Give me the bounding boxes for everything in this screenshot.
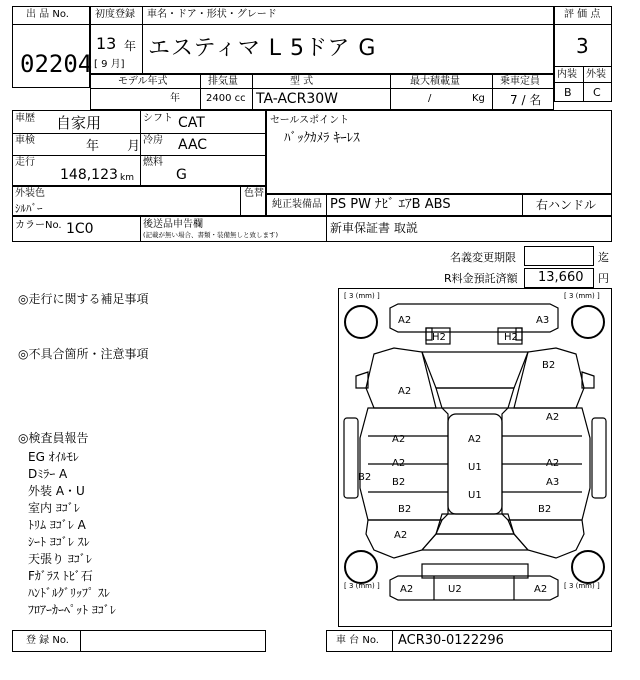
registration-month: [ 9 月]: [94, 59, 125, 70]
shift: CAT: [178, 115, 205, 131]
name-change-box: [524, 246, 594, 266]
max-load-separator: /: [428, 93, 432, 104]
exterior-color-label: 外装色: [15, 188, 45, 199]
first-registration-label: 初度登録: [95, 9, 135, 20]
inspector-item: ｼｰﾄ ﾖｺﾞﾚ ｽﾚ: [28, 535, 90, 549]
hood: [422, 352, 528, 388]
mark-rear-bumper-left: A2: [400, 584, 414, 595]
mark-fender-left: A2: [398, 386, 412, 397]
capacity-label: 乗車定員: [500, 76, 540, 87]
tire-front-left: [345, 306, 377, 338]
mileage-label: 走行: [15, 157, 35, 168]
tire-rear-right: [572, 551, 604, 583]
mark-side-left: B2: [358, 472, 372, 483]
history: 自家用: [56, 114, 102, 132]
right-fender: [514, 348, 584, 408]
model-year-label: モデル年式: [118, 76, 168, 87]
mark-door-rear-right-1: A2: [546, 458, 560, 469]
max-load-label: 最大積載量: [410, 76, 460, 87]
tire-depth-front-left: [ 3 (mm) ]: [344, 292, 380, 300]
right-rear-quarter: [508, 520, 584, 558]
inspection: 年 月: [86, 139, 141, 154]
driving-notes-title: ◎走行に関する補足事項: [18, 292, 149, 306]
mark-rear-bumper-right: A2: [534, 584, 548, 595]
tire-rear-left: [345, 551, 377, 583]
exterior-grade: C: [593, 86, 601, 99]
mark-headlight-right: H2: [504, 332, 518, 343]
exterior-grade-label: 外装: [586, 69, 606, 80]
car-name: エスティマ L 5ドア G: [148, 36, 377, 61]
capacity: 7 / 名: [510, 93, 542, 107]
chassis-no-label: 車 台 No.: [336, 635, 379, 646]
ac: AAC: [178, 137, 208, 153]
mileage-unit: km: [120, 173, 134, 183]
registration-year: 13: [96, 34, 117, 53]
mark-door-rear-left-1: A2: [392, 458, 406, 469]
steering: 右ハンドル: [536, 198, 597, 212]
interior-grade-label: 内装: [557, 69, 577, 80]
recycle-label: R料金預託済額: [444, 272, 518, 285]
inspection-label: 車検: [15, 135, 35, 146]
inspector-item: 室内 ﾖｺﾞﾚ: [28, 501, 80, 515]
interior-grade: B: [564, 86, 572, 99]
inspector-report-title: ◎検査員報告: [18, 431, 89, 445]
mark-door-front-left: A2: [392, 434, 406, 445]
score: 3: [576, 34, 589, 58]
inspector-item: ﾌﾛｱｰｶｰﾍﾟｯﾄ ﾖｺﾞﾚ: [28, 603, 116, 617]
front-bumper: [390, 304, 558, 332]
docs-note: (記載が無い場合、書類・装備無しと致します): [143, 231, 279, 239]
shift-label: シフト: [143, 113, 173, 124]
inspector-item: 天張り ﾖｺﾞﾚ: [28, 552, 92, 566]
exterior-color-box: [12, 186, 266, 216]
mark-headlight-left: H2: [432, 332, 446, 343]
inspector-report-list: [28, 448, 116, 618]
mark-rear-left-2: A2: [394, 530, 408, 541]
history-label: 車歴: [15, 113, 35, 124]
tire-depth-rear-left: [ 3 (mm) ]: [344, 582, 380, 590]
ac-label: 冷房: [143, 135, 163, 146]
mark-door-rear-left-2: B2: [392, 477, 406, 488]
vehicle-type: TA-ACR30W: [256, 91, 338, 107]
displacement-label: 排気量: [208, 76, 238, 87]
inspector-item: Fｶﾞﾗｽ ﾄﾋﾞ石: [28, 569, 93, 583]
mark-roof-u1-bottom: U1: [468, 490, 482, 501]
color-no-label: カラーNo.: [15, 220, 62, 231]
displacement: 2400 cc: [206, 93, 246, 104]
model-year-unit: 年: [170, 93, 180, 104]
exterior-color: ｼﾙﾊﾞｰ: [15, 202, 43, 215]
mark-fender-right: B2: [542, 360, 556, 371]
fuel: G: [176, 167, 187, 183]
recycle-unit: 円: [598, 272, 609, 285]
mark-hood: A2: [546, 412, 560, 423]
equipment-label: 純正装備品: [272, 199, 322, 210]
tire-front-right: [572, 306, 604, 338]
name-change-unit: 迄: [598, 251, 609, 264]
color-no: 1C0: [66, 221, 94, 237]
tailgate: [422, 534, 528, 550]
car-name-label: 車名・ドア・形状・グレード: [147, 9, 277, 20]
sales-point: ﾊﾞｯｸｶﾒﾗ ｷｰﾚｽ: [284, 131, 360, 146]
mark-door-rear-right-2: A3: [546, 477, 560, 488]
inspector-item: Dﾐﾗｰ A: [28, 467, 68, 481]
mark-roof-u1-top: U1: [468, 462, 482, 473]
registration-year-unit: 年: [124, 39, 137, 53]
inspector-item: ﾊﾝﾄﾞﾙｸﾞﾘｯﾌﾟ ｽﾚ: [28, 586, 110, 600]
inspector-item: EG ｵｲﾙﾓﾚ: [28, 450, 79, 464]
car-damage-diagram: [338, 288, 612, 628]
mark-rear-bumper-middle: U2: [448, 584, 462, 595]
sales-point-label: セールスポイント: [270, 115, 350, 126]
registration-no-label: 登 録 No.: [26, 635, 69, 646]
rear-bumper: [390, 576, 558, 600]
type-label: 型 式: [290, 76, 314, 87]
mark-rear-left-1: B2: [398, 504, 412, 515]
tire-depth-rear-right: [ 3 (mm) ]: [564, 582, 600, 590]
name-change-label: 名義変更期限: [450, 251, 516, 264]
color-change-label: 色替: [244, 188, 264, 199]
score-label: 評 価 点: [564, 9, 601, 20]
tire-depth-front-right: [ 3 (mm) ]: [564, 292, 600, 300]
docs: 新車保証書 取説: [330, 221, 418, 235]
defects-notes-title: ◎不具合箇所・注意事項: [18, 347, 149, 361]
mileage: 148,123: [60, 167, 118, 183]
fuel-label: 燃料: [143, 157, 163, 168]
left-fender: [366, 348, 436, 408]
max-load-unit: Kg: [472, 93, 485, 104]
inspector-item: 外装 A・U: [28, 484, 85, 498]
recycle-amount: 13,660: [538, 270, 584, 285]
lot-number-label: 出 品 No.: [26, 9, 69, 20]
mark-front-left: A2: [398, 315, 412, 326]
mark-rear-right: B2: [538, 504, 552, 515]
mark-roof-front: A2: [468, 434, 482, 445]
chassis-no: ACR30-0122296: [398, 633, 504, 648]
lot-number: 02204: [20, 50, 93, 78]
docs-label: 後送品申告欄: [143, 219, 203, 230]
color-no-box: [12, 216, 612, 242]
equipment: PS PW ﾅﾋﾞ ｴｱB ABS: [330, 197, 451, 212]
mark-front-right: A3: [536, 315, 550, 326]
inspector-item: ﾄﾘﾑ ﾖｺﾞﾚ A: [28, 518, 86, 532]
